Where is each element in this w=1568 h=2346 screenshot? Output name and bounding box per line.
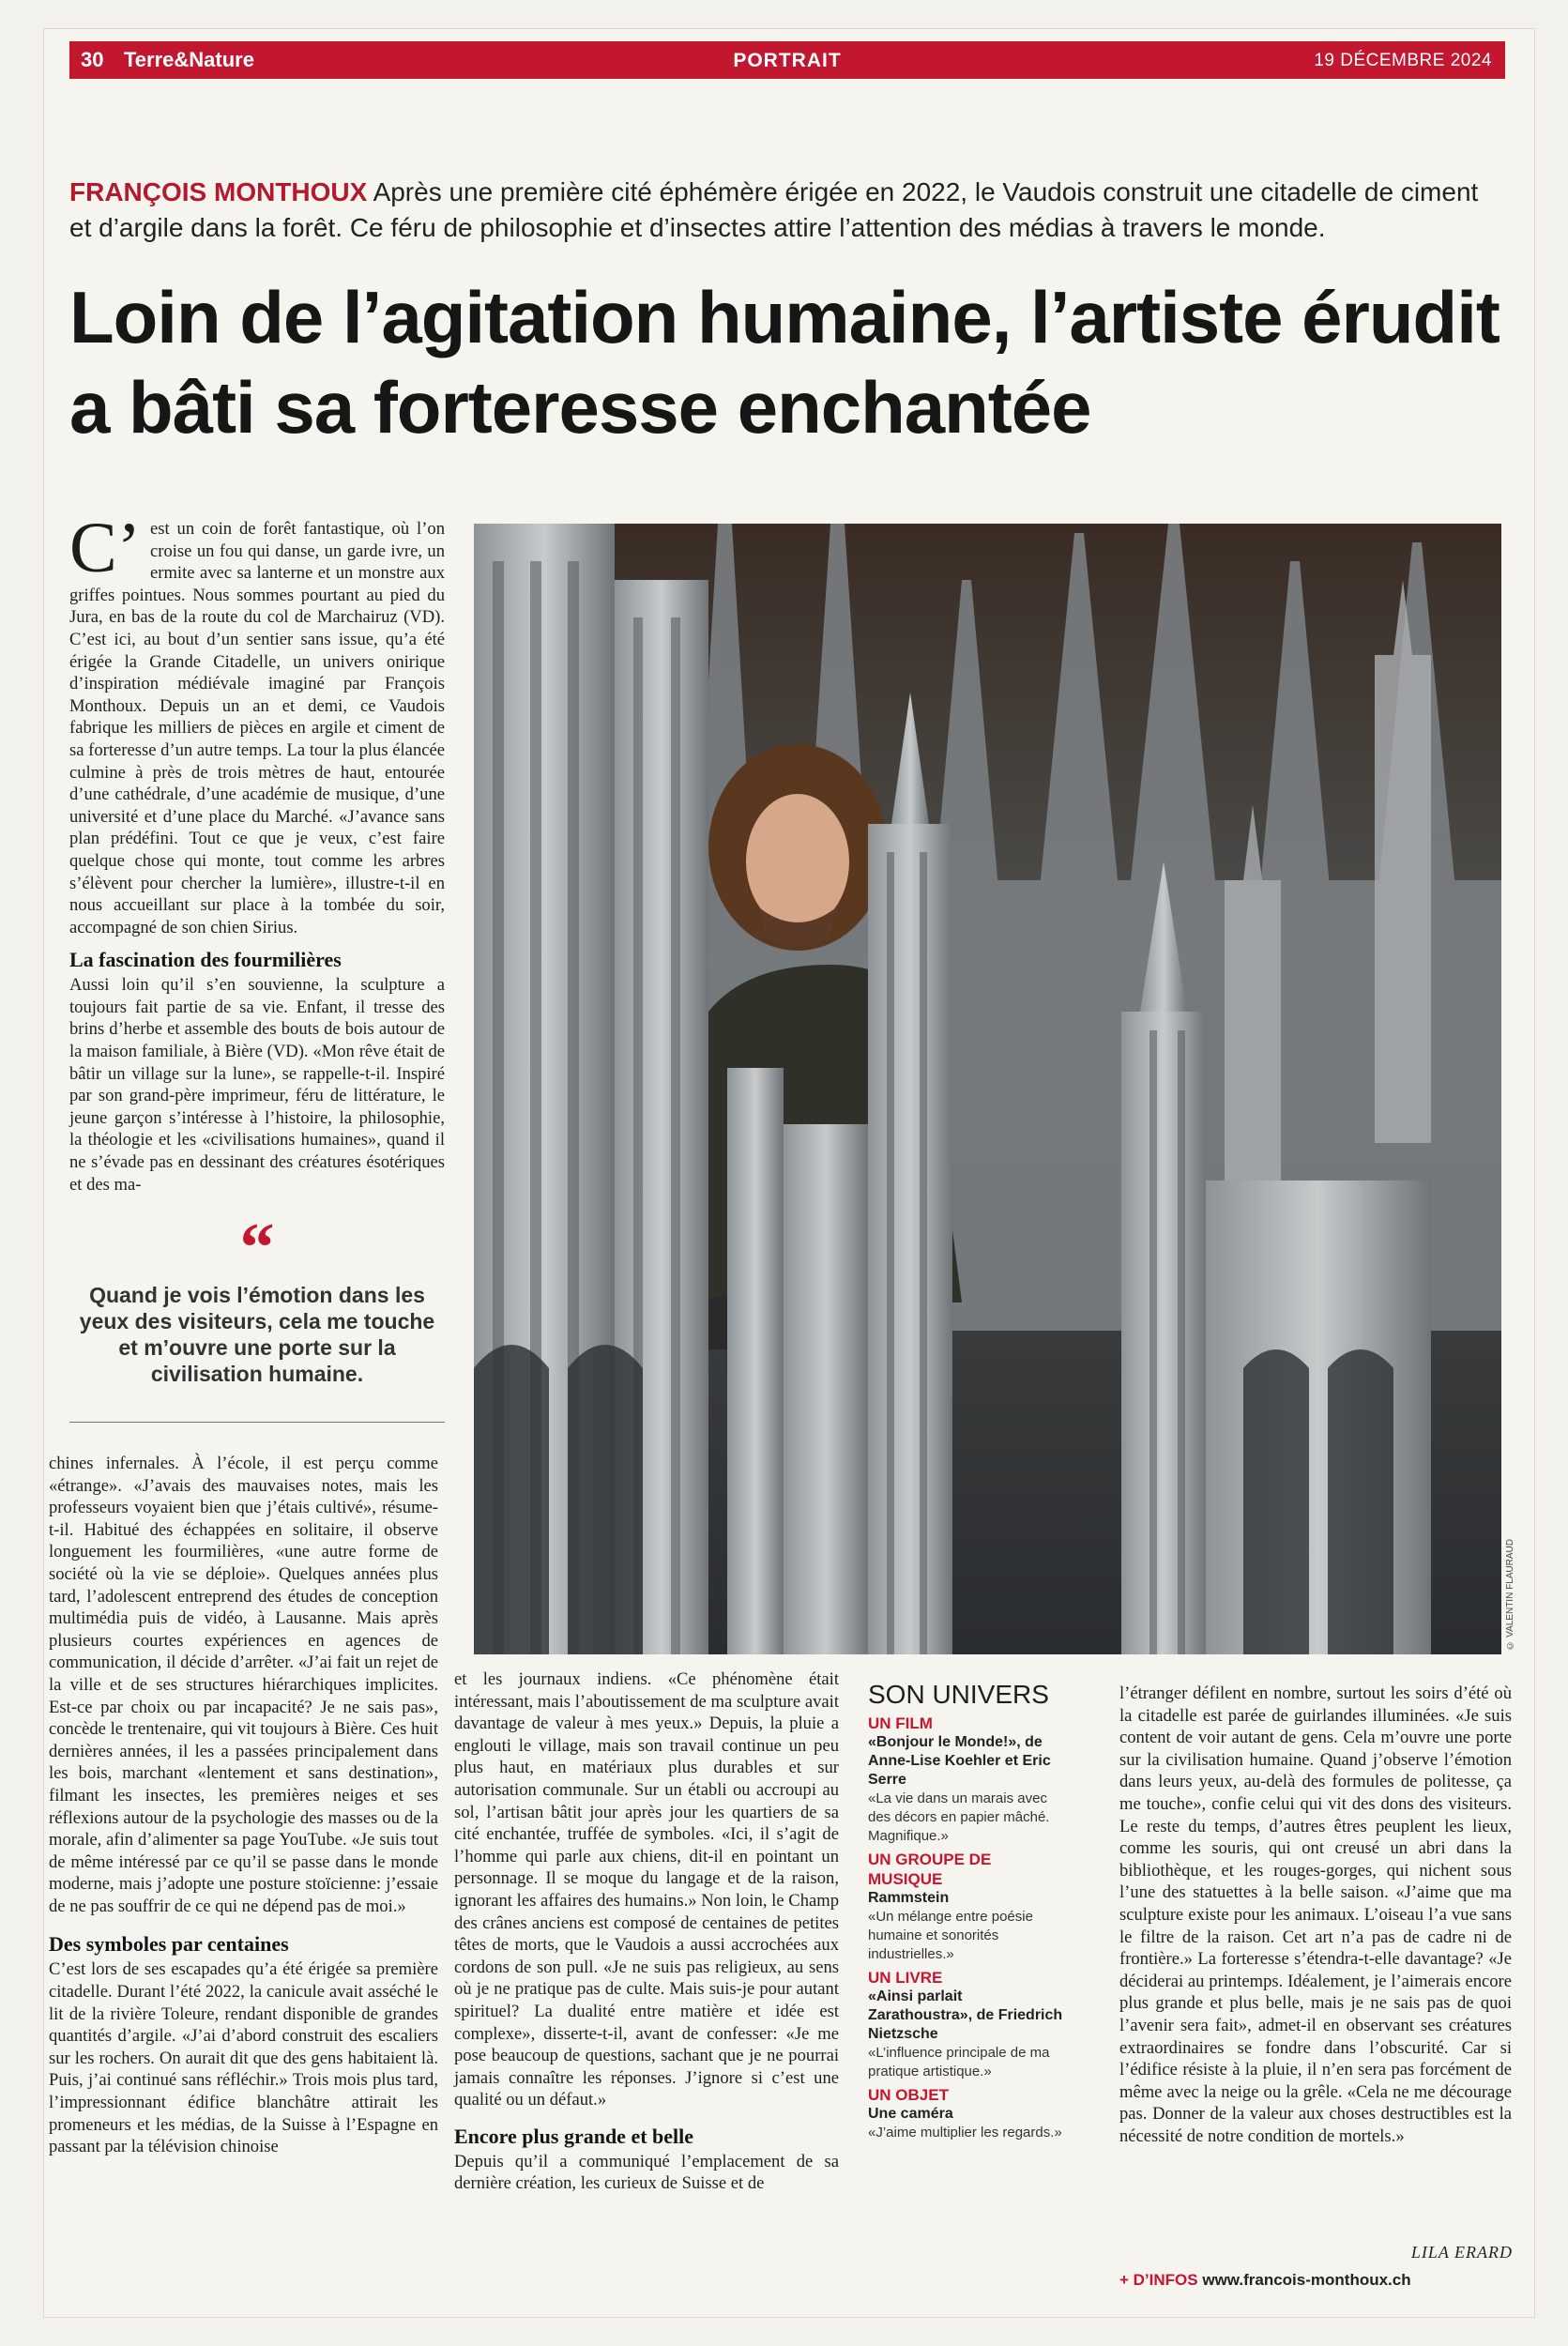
publication-brand: Terre&Nature	[124, 48, 254, 71]
intro-kicker: FRANÇOIS MONTHOUX	[69, 177, 368, 206]
more-info-url[interactable]: www.francois-monthoux.ch	[1202, 2271, 1411, 2289]
page-number: 30	[81, 48, 104, 71]
subhead-encore: Encore plus grande et belle	[454, 2124, 694, 2148]
univers-name: «Bonjour le Monde!», de Anne-Lise Koehler et Eric Serre	[868, 1734, 1051, 1788]
paragraph-2: Aussi loin qu’il s’en souvienne, la sculpture a toujours fait partie de sa vie. Enfant, il tresse des brins d’herbe et assemble des bouts de bois autour de la maison familiale, à Bière (VD). «Mon rêve était de bâtir un village sur la lune», se rappelle-t-il. Inspiré par son grand-père imprimeur, féru de littérature, le jeune garçon s’intéresse à l’histoire, la philosophie, la théologie et les «civilisations humaines», quand il ne s’évade pas en dessinant des créatures ésotériques et des ma-	[69, 975, 445, 1195]
univers-item-livre	[868, 1968, 1070, 2081]
article-photo	[474, 524, 1501, 1654]
pull-quote	[69, 1210, 445, 1387]
son-univers-title: SON UNIVERS	[868, 1680, 1049, 1709]
paragraph-1: est un coin de forêt fantastique, où l’on croise un fou qui danse, un garde ivre, un ermite avec sa lanterne et un monstre aux griffes pointues. Nous sommes pourtant au pied du Jura, en bas de la route du col de Marchairuz (VD). C’est ici, au bout d’un sentier sans issue, qu’a été érigée la Grande Citadelle, un univers onirique d’inspiration médiévale imaginé par François Monthoux. Depuis un an et demi, ce Vaudois fabrique les milliers de pièces en argile et ciment de sa forteresse d’un autre temps. La tour la plus élancée culmine à près de trois mètres de haut, entourée d’une cathédrale, d’une académie de musique, d’une université et d’une place du Marché. «J’avance sans plan prédéfini. Tout ce que je veux, c’est faire quelque chose qui monte, tout comme les arbres s’élèvent pour chercher la lumière», illustre-t-il en nous accueillant sur place à la tombée du soir, accompagné de son chien Sirius.	[69, 519, 445, 937]
paragraph-3: chines infernales. À l’école, il est perçu comme «étrange». «J’avais des mauvaises notes, mais les professeurs voyaient bien que j’étais cultivé», résume-t-il. Habitué des échappées en solitaire, il observe longuement les fourmilières, «une autre forme de société où la vie se déploie». Quelques années plus tard, l’adolescent entreprend des études de conception multimédia puis de vidéo, à Lausanne. Mais après plusieurs courtes expériences en agences de communication, il décide d’arrêter. «J’ai fait un rejet de la ville et de ses structures hiérarchiques implicites. Est-ce par choix ou par incapacité? Je ne sais pas», concède le trentenaire, qui vit toujours à Bière. Ces huit dernières années, il les a passées principalement dans les bois, marchant «lentement et sans destination», filmant les insectes, les premières neiges et ses réflexions autour de la psychologie des masses ou de la morale, afin d’alimenter sa page YouTube. «Je suis tout de même intéressé par ce qu’il se passe dans le monde moderne, mais j’adopte une posture stoïcienne: j’essaie de ne pas souffrir de ce qui ne dépend pas de moi.»	[49, 1454, 438, 1916]
son-univers-box	[868, 1680, 1070, 2142]
univers-desc: «J’aime multiplier les regards.»	[868, 2125, 1062, 2140]
univers-item-musique	[868, 1850, 1070, 1964]
author-signature: LILA ERARD	[1410, 2243, 1513, 2262]
page-header-bar	[69, 41, 1505, 79]
more-info-label: + D’INFOS	[1119, 2271, 1198, 2289]
paragraph-6: Depuis qu’il a communiqué l’emplacement de sa dernière création, les curieux de Suisse et de	[454, 2151, 839, 2194]
headline: Loin de l’agitation humaine, l’artiste érudit a bâti sa forteresse enchantée	[69, 276, 1499, 449]
photo-credit: © VALENTIN FLAURAUD	[1505, 1539, 1515, 1651]
univers-desc: «L’influence principale de ma pratique artistique.»	[868, 2045, 1050, 2079]
univers-category: UN LIVRE	[868, 1969, 943, 1987]
univers-item-objet	[868, 2085, 1070, 2142]
column-4	[1119, 1683, 1512, 2147]
univers-desc: «Un mélange entre poésie humaine et sonorités industrielles.»	[868, 1909, 1033, 1962]
univers-name: Une caméra	[868, 2106, 953, 2122]
quote-mark-icon: “	[239, 1210, 275, 1287]
univers-desc: «La vie dans un marais avec des décors en papier mâché. Magnifique.»	[868, 1790, 1050, 1844]
issue-date: 19 DÉCEMBRE 2024	[1314, 51, 1492, 70]
paragraph-5: et les journaux indiens. «Ce phénomène était intéressant, mais l’aboutissement de ma sculpture avait davantage de valeur à mes yeux.» Depuis, la pluie a englouti le village, mais son travail continue un peu plus haut, en matériaux plus durables et sur autorisation communale. Sur un établi ou accroupi au sol, l’artisan bâtit jour après jour les quartiers de sa cité enchantée, truffée de symboles. «Ici, il s’agit de l’homme qui parle aux chiens, dit-il en pointant un personnage. Il se moque du langage et de la raison, ignorant les affaires des humains.» Non loin, le Champ des crânes anciens est composé de centaines de petites têtes de morts, que le Vaudois a aussi accrochées aux cordons de son pull. «Je ne suis pas religieux, au sens où je ne pratique pas de culte. Mais suis-je pour autant spirituel? La dualité entre matière et idée est complexe», disserte-t-il, avant de confesser: «Je me pose beaucoup de questions, sachant que je ne pourrai jamais connaître les réponses. J’ignore si c’est une qualité ou un défaut.»	[454, 1669, 839, 2110]
univers-category: UN FILM	[868, 1714, 933, 1732]
column-2	[454, 1668, 839, 2195]
univers-name: Rammstein	[868, 1890, 950, 1906]
divider	[69, 1422, 445, 1423]
paragraph-7: l’étranger défilent en nombre, surtout les soirs d’été où la citadelle est parée de guirlandes illuminées. «Je suis content de voir autant de gens. Cela m’ouvre une porte sur la civilisation humaine. Quand j’observe l’émotion dans leurs yeux, au-delà des formules de politesse, ça me touche», confie celui qui vit des dons des visiteurs. Le reste du temps, d’autres êtres peuplent les lieux, comme les souris, qui ont creusé un abri dans la bibliothèque, et les rouges-gorges, qui nichent sous l’une des statuettes à la belle saison. «J’aime que ma sculpture existe pour les animaux. L’oiseau l’a vue sans le filtre de la raison. Cet art n’a pas de cadre ni de frontière.» La forteresse s’étendra-t-elle davantage? «Je déciderai au printemps. Idéalement, je l’aimerais encore plus grande et plus belle, mais je ne sais pas de quoi l’avenir sera fait», admet-il en observant ses créatures extraordinaires se fondre dans l’obscurité. Car si l’édifice résiste à la pluie, il n’en sera pas forcément de même avec la neige ou la grêle. «Cela ne me décourage pas. Donner de la valeur aux choses destructibles est la nécessité de notre condition de mortels.»	[1119, 1683, 1512, 2146]
pull-quote-text: Quand je vois l’émotion dans les yeux des visiteurs, cela me touche et m’ouvre une porte sur la civilisation humaine.	[79, 1283, 435, 1386]
column-1-upper	[69, 509, 445, 1196]
subhead-symboles: Des symboles par centaines	[49, 1932, 289, 1957]
column-1-lower	[49, 1453, 438, 2158]
univers-item-film	[868, 1714, 1070, 1846]
dropcap: C’	[69, 509, 141, 587]
univers-name: «Ainsi parlait Zarathoustra», de Friedrich Nietzsche	[868, 1988, 1063, 2042]
more-info-line	[1119, 2271, 1411, 2290]
citadel-photo-illustration	[474, 524, 1501, 1654]
intro-text: Après une première cité éphémère érigée en 2022, le Vaudois construit une citadelle de ciment et d’argile dans la forêt. Ce féru de philosophie et d’insectes attire l’attention des médias à travers le monde.	[69, 177, 1479, 242]
univers-category: UN OBJET	[868, 2086, 949, 2104]
article-intro	[69, 175, 1505, 246]
subhead-fourmilieres: La fascination des fourmilières	[69, 948, 342, 972]
univers-category: UN GROUPE DE MUSIQUE	[868, 1851, 992, 1888]
section-label: PORTRAIT	[733, 50, 842, 71]
paragraph-4: C’est lors de ses escapades qu’a été érigée sa première citadelle. Durant l’été 2022, la canicule avait asséché le lit de la rivière Toleure, rendant disponible de grandes quantités d’argile. «J’ai d’abord construit des escaliers sur les rochers. On aurait dit que des gens habitaient là. Puis, j’ai continué sans réfléchir.» Trois mois plus tard, l’impressionnant édifice blanchâtre attirait les promeneurs et les médias, de la Suisse à l’Espagne en passant par la télévision chinoise	[49, 1959, 438, 2157]
